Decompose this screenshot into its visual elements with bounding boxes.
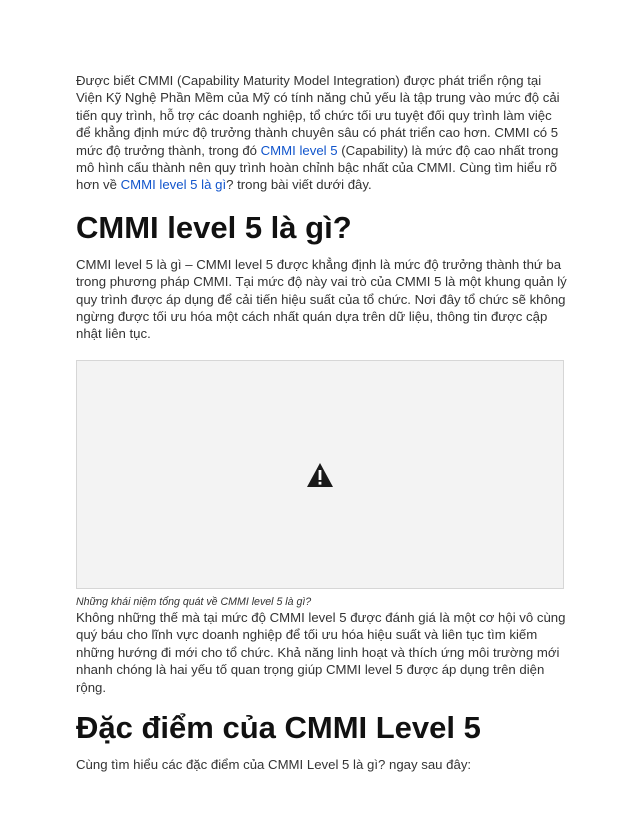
intro-text-1: Được biết CMMI (Capability Maturity Model Integration) được phát triển rộng tại Viện Kỹ Nghệ Phần Mềm của Mỹ có tính năng chủ yếu là tập trung vào mức độ cải tiến quy trình, hỗ trợ các doanh nghiệp, tổ chức tối ưu tuyệt đối quy trình làm việc để khẳng định mức độ trưởng thành chuyên sâu có phát triển cao hơn. CMMI có 5 mức độ trưởng thành, trong đó bbox=[76, 73, 560, 158]
section2-heading: Đặc điểm của CMMI Level 5 bbox=[76, 709, 481, 745]
link-cmmi-level-5-la-gi[interactable]: CMMI level 5 là gì bbox=[120, 177, 227, 193]
intro-paragraph bbox=[76, 72, 568, 194]
section1-paragraph: CMMI level 5 là gì – CMMI level 5 được khẳng định là mức độ trưởng thành thứ ba trong phương pháp CMMI. Tại mức độ này vai trò của CMMI 5 là một khung quản lý quy trình được áp dụng để cải tiến hiệu suất của tổ chức. Nơi đây tổ chức sẽ không ngừng được tối ưu hóa một cách nhất quán dựa trên dữ liệu, thông tin được cập nhật liên tục. bbox=[76, 256, 567, 342]
intro-text-3: ? trong bài viết dưới đây. bbox=[226, 177, 372, 193]
warning-icon bbox=[306, 462, 334, 488]
section2-paragraph: Cùng tìm hiểu các đặc điểm của CMMI Level 5 là gì? ngay sau đây: bbox=[76, 756, 472, 772]
section1-heading: CMMI level 5 là gì? bbox=[76, 209, 352, 245]
link-cmmi-level-5[interactable]: CMMI level 5 bbox=[260, 142, 338, 158]
document-page bbox=[76, 72, 568, 773]
intro-text-2: (Capability) là mức độ cao nhất trong mô hình cấu thành nên quy trình hoàn chỉnh bậc nhất của CMMI. Cùng tìm hiểu rõ hơn về bbox=[76, 142, 559, 193]
image-placeholder bbox=[76, 360, 564, 589]
figure-caption: Những khái niệm tổng quát về CMMI level 5 là gì? bbox=[76, 595, 312, 608]
section1-paragraph-2: Không những thế mà tại mức độ CMMI level 5 được đánh giá là một cơ hội vô cùng quý báu cho lĩnh vực doanh nghiệp để tối ưu hóa hiệu suất và liên tục tìm kiếm những hướng đi mới cho tổ chức. Khả năng linh hoạt và thích ứng môi trường mới nhanh chóng là hai yếu tố quan trọng giúp CMMI level 5 được áp dụng trên diện rộng. bbox=[76, 609, 566, 695]
